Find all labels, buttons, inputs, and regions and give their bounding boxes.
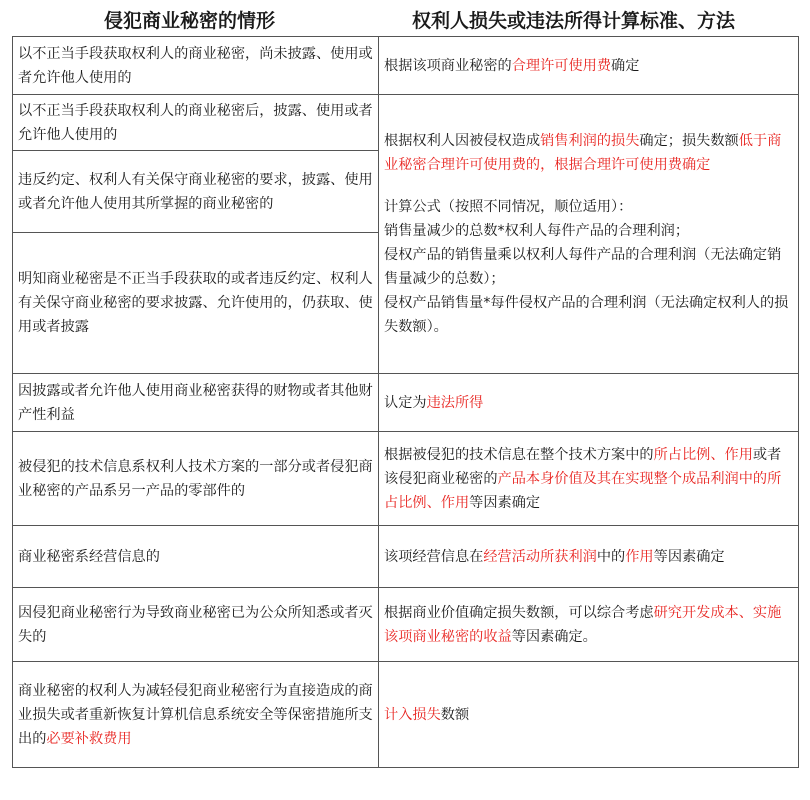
row1-situation: 以不正当手段获取权利人的商业秘密，尚未披露、使用或者允许他人使用的 — [13, 37, 379, 95]
table-row — [13, 37, 799, 95]
row5-method: 认定为违法所得 — [379, 374, 799, 432]
formula-2: 侵权产品的销售量乘以权利人每件产品的合理利润（无法确定销售量减少的总数）； — [384, 247, 782, 287]
row5-situation: 因披露或者允许他人使用商业秘密获得的财物或者其他财产性利益 — [13, 374, 379, 432]
header-right: 权利人损失或违法所得计算标准、方法 — [412, 10, 736, 32]
row7-situation: 商业秘密系经营信息的 — [13, 526, 379, 588]
row8-situation: 因侵犯商业秘密行为导致商业秘密已为公众所知悉或者灭失的 — [13, 588, 379, 662]
table-row — [13, 588, 799, 662]
formula-1: 销售量减少的总数*权利人每件产品的合理利润； — [384, 223, 690, 239]
header-left: 侵犯商业秘密的情形 — [104, 10, 276, 32]
table-row — [13, 526, 799, 588]
table-row — [13, 662, 799, 768]
row3-situation: 违反约定、权利人有关保守商业秘密的要求，披露、使用或者允许他人使用其所掌握的商业秘密的 — [13, 151, 379, 233]
trade-secret-table — [12, 36, 799, 768]
table-row — [13, 374, 799, 432]
row9-situation: 商业秘密的权利人为减轻侵犯商业秘密行为直接造成的商业损失或者重新恢复计算机信息系统安全等保密措施所支出的必要补救费用 — [13, 662, 379, 768]
table-row — [13, 432, 799, 526]
row2-situation: 以不正当手段获取权利人的商业秘密后，披露、使用或者允许他人使用的 — [13, 95, 379, 151]
table-row — [13, 95, 799, 151]
row8-method: 根据商业价值确定损失数额，可以综合考虑研究开发成本、实施该项商业秘密的收益等因素确定。 — [379, 588, 799, 662]
merged-method: 根据权利人因被侵权造成销售利润的损失确定；损失数额低于商业秘密合理许可使用费的，根据合理许可使用费确定 计算公式（按照不同情况，顺位适用）： 销售量减少的总数*权利人每件产品的合理利润； 侵权产品的销售量乘以权利人每件产品的合理利润（无法确定销售量减少的总数）； 侵权产品销售量*每件侵权产品的合理利润（无法确定权利人的损失数额）。 — [379, 95, 799, 374]
row4-situation: 明知商业秘密是不正当手段获取的或者违反约定、权利人有关保守商业秘密的要求披露、允许使用的，仍获取、使用或者披露 — [13, 233, 379, 374]
row1-method: 根据该项商业秘密的合理许可使用费确定 — [379, 37, 799, 95]
formula-3: 侵权产品销售量*每件侵权产品的合理利润（无法确定权利人的损失数额）。 — [384, 295, 789, 335]
row9-method: 计入损失数额 — [379, 662, 799, 768]
row6-situation: 被侵犯的技术信息系权利人技术方案的一部分或者侵犯商业秘密的产品系另一产品的零部件的 — [13, 432, 379, 526]
row6-method: 根据被侵犯的技术信息在整个技术方案中的所占比例、作用或者该侵犯商业秘密的产品本身价值及其在实现整个成品利润中的所占比例、作用等因素确定 — [379, 432, 799, 526]
table-header — [0, 0, 810, 36]
row7-method: 该项经营信息在经营活动所获利润中的作用等因素确定 — [379, 526, 799, 588]
formula-title: 计算公式（按照不同情况，顺位适用）： — [384, 199, 633, 215]
